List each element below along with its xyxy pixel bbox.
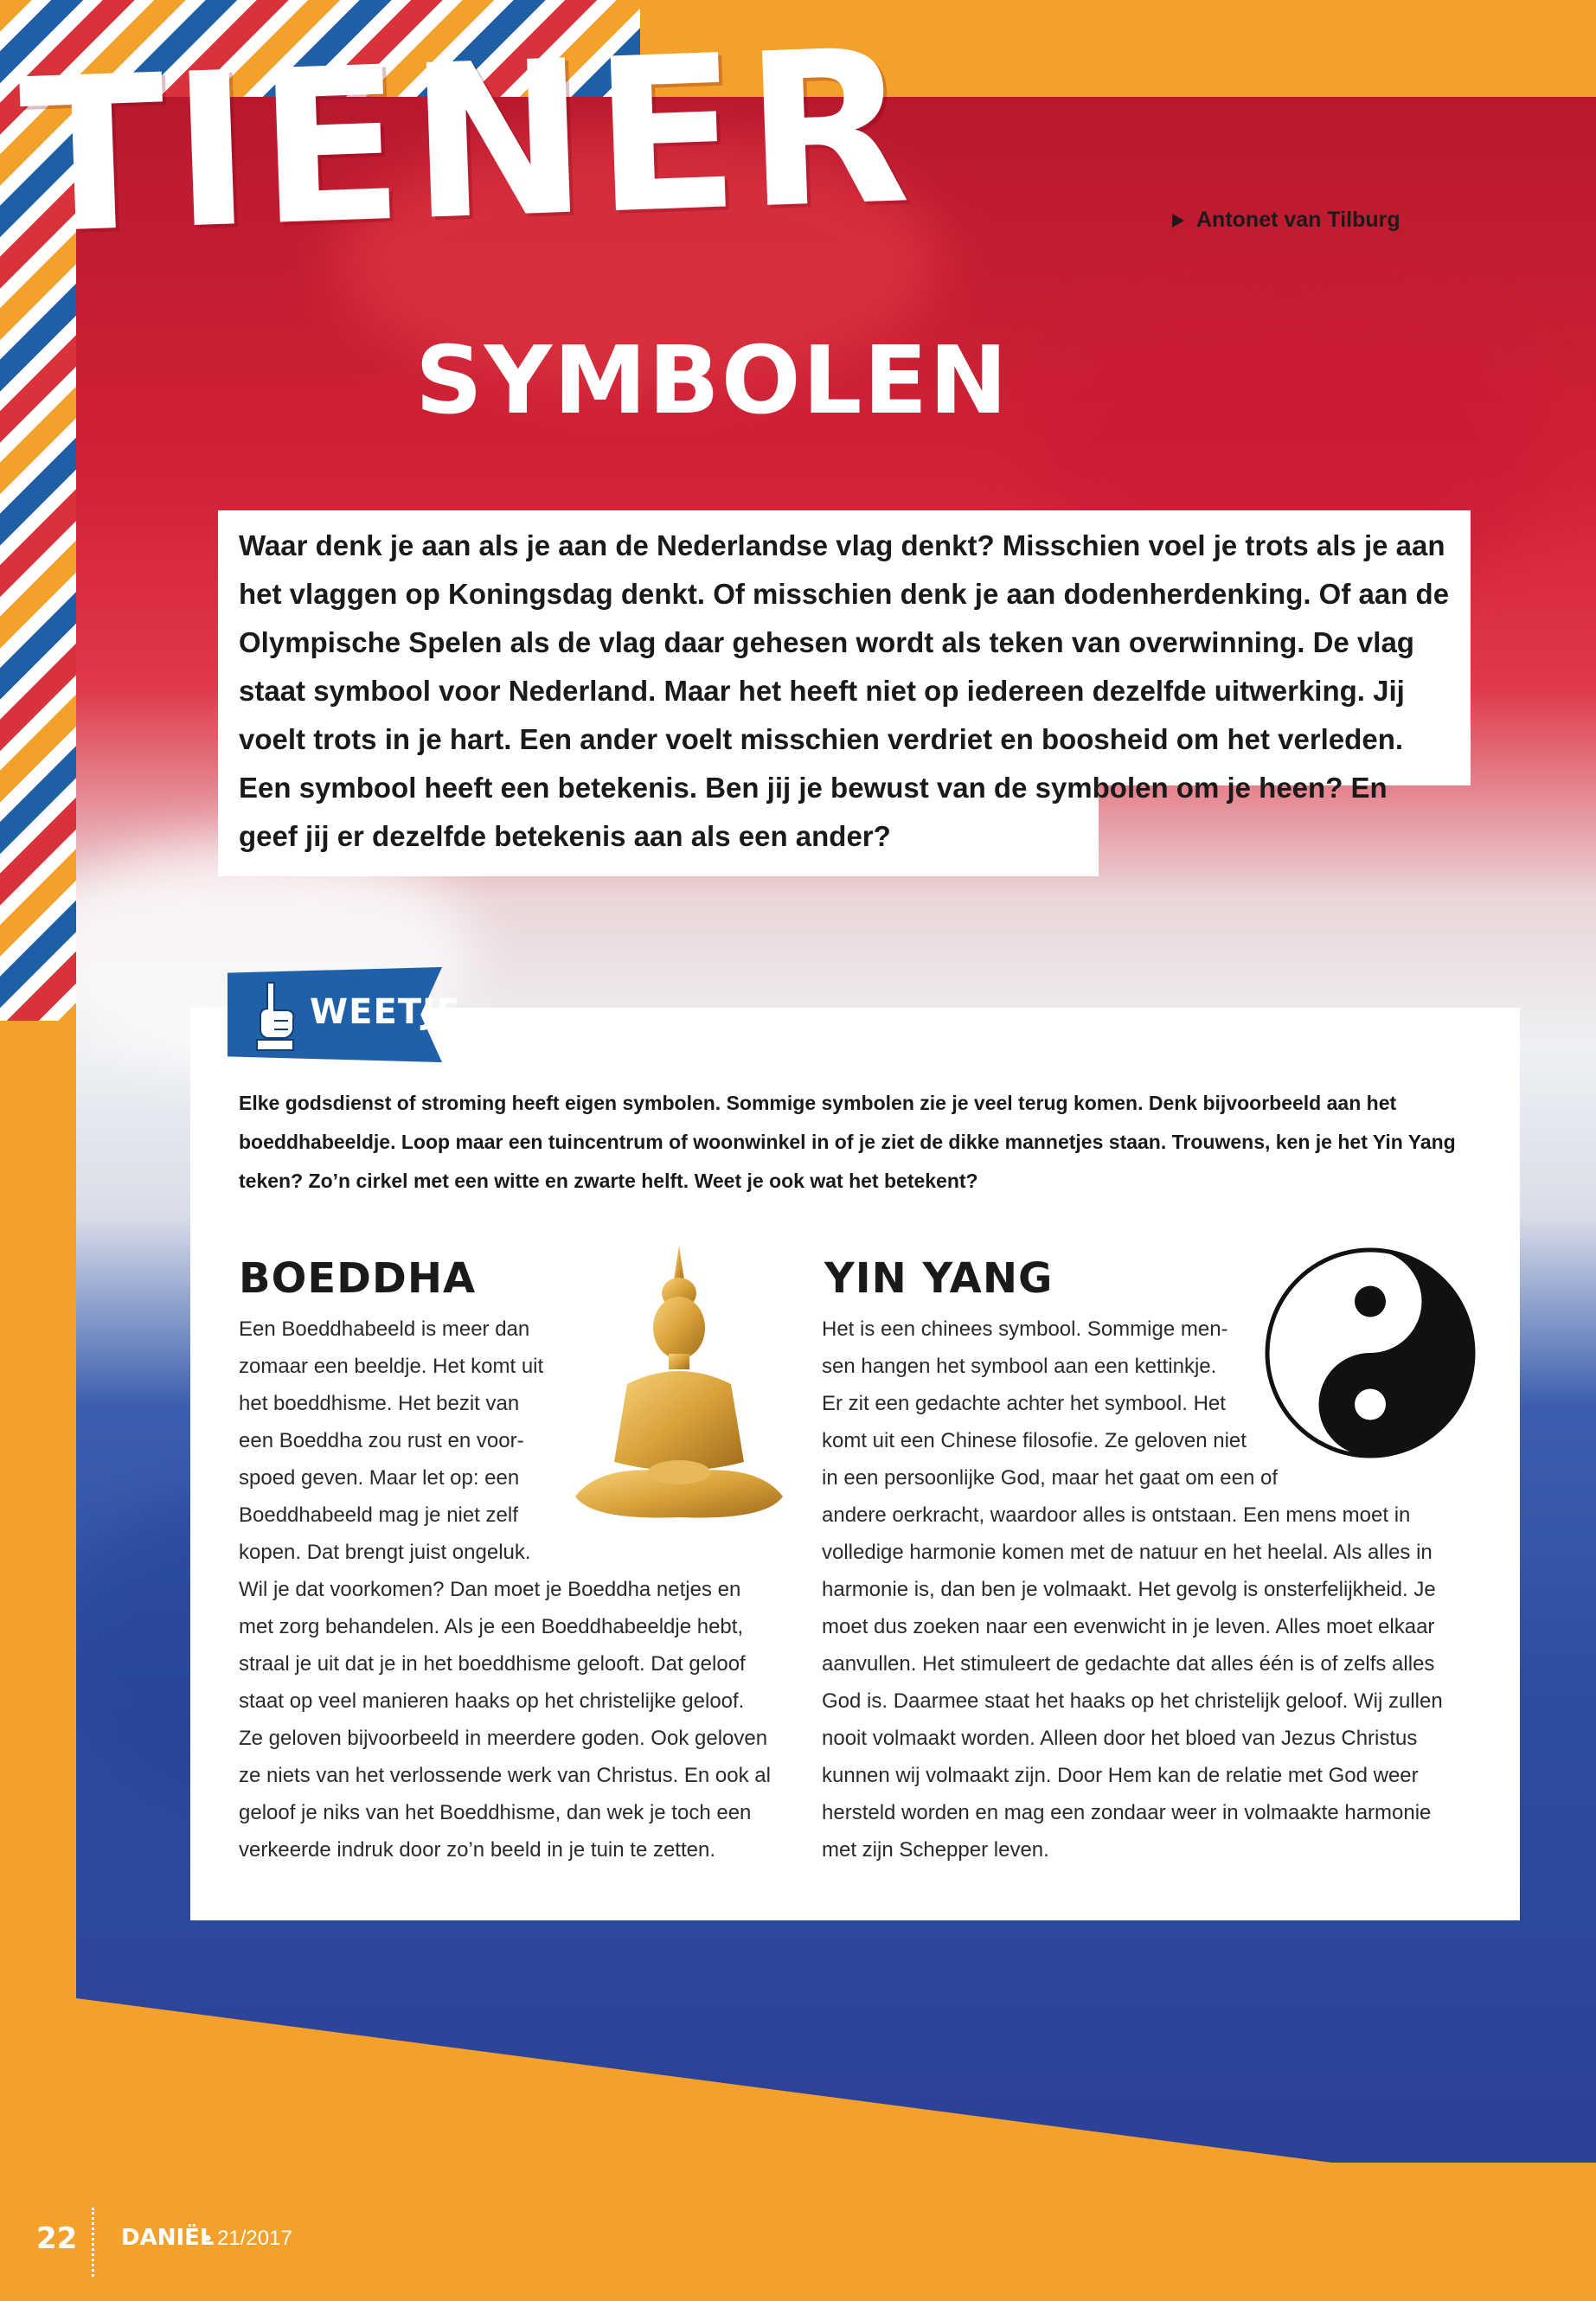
weetje-label: WEETJE — [310, 992, 461, 1032]
section-title: TIENER — [16, 3, 920, 281]
yinyang-text-line: nooit volmaakt worden. Alleen door het bloed van Jezus Christus — [822, 1727, 1418, 1750]
yinyang-text-line: Het is een chinees symbool. Sommige men- — [822, 1317, 1228, 1341]
boeddha-text-line: geloof je niks van het Boeddhisme, dan wek je toch een — [239, 1801, 752, 1824]
boeddha-heading: BOEDDHA — [239, 1254, 477, 1303]
boeddha-text-line: straal je uit dat je in het boeddhisme gelooft. Dat geloof — [239, 1652, 746, 1676]
yinyang-text-line: andere oerkracht, waardoor alles is ontstaan. Een mens moet in — [822, 1503, 1411, 1527]
boeddha-text-line: kopen. Dat brengt juist ongeluk. — [239, 1541, 531, 1564]
buddha-statue-image — [567, 1246, 792, 1540]
yinyang-text-line: kunnen wij volmaakt zijn. Door Hem kan de relatie met God weer — [822, 1764, 1419, 1787]
boeddha-text-line: een Boeddha zou rust en voor- — [239, 1429, 524, 1452]
yinyang-text-line: aanvullen. Het stimuleert de gedachte dat alles één is of zelfs alles — [822, 1652, 1435, 1676]
boeddha-text-line: Ze geloven bijvoorbeeld in meerdere goden. Ook geloven — [239, 1727, 768, 1750]
yinyang-text-line: hersteld worden en mag een zondaar weer in volmaakte harmonie — [822, 1801, 1432, 1824]
yinyang-text-line: moet dus zoeken naar een evenwicht in je leven. Alles moet elkaar — [822, 1615, 1435, 1638]
issue-number: • 21/2017 — [204, 2227, 292, 2250]
boeddha-text-line: Wil je dat voorkomen? Dan moet je Boeddha netjes en — [239, 1578, 741, 1601]
boeddha-text-line: Boeddhabeeld mag je niet zelf — [239, 1503, 518, 1527]
article-title: SYMBOLEN — [415, 327, 1010, 435]
magazine-name: DANIËL — [121, 2225, 215, 2251]
author-name: Antonet van Tilburg — [1196, 208, 1401, 232]
weetje-text: Elke godsdienst of stroming heeft eigen symbolen. Sommige symbolen zie je veel terug komen. Denk bijvoorbeeld aan het boeddhabeeldje. Loop maar een tuincentrum of woonwinkel in of je ziet de dikke mannetjes staan. Trouwens, ken je het Yin Yang teken? Zo’n cirkel met een witte en zwarte helft. Weet je ook wat het betekent? — [239, 1092, 1456, 1192]
yinyang-text-line: Er zit een gedachte achter het symbool. Het — [822, 1392, 1226, 1415]
yinyang-text-line: met zijn Schepper leven. — [822, 1838, 1049, 1862]
yinyang-text-line: in een persoonlijke God, maar het gaat om een of — [822, 1466, 1278, 1490]
boeddha-text-line: zomaar een beeldje. Het komt uit — [239, 1355, 544, 1378]
author-byline — [1172, 208, 1401, 233]
yinyang-text-line: komt uit een Chinese filosofie. Ze geloven niet — [822, 1429, 1247, 1452]
left-orange-band — [0, 1021, 76, 2301]
boeddha-text-line: met zorg behandelen. Als je een Boeddhabeeldje hebt, — [239, 1615, 744, 1638]
boeddha-text-line: Een Boeddhabeeld is meer dan — [239, 1317, 530, 1341]
yinyang-text-line: volledige harmonie komen met de natuur en het heelal. Als alles in — [822, 1541, 1433, 1564]
boeddha-text-line: ze niets van het verlossende werk van Christus. En ook al — [239, 1764, 771, 1787]
yinyang-text-line: harmonie is, dan ben je volmaakt. Het gevolg is onsterfelijkheid. Je — [822, 1578, 1436, 1601]
page-number: 22 — [36, 2221, 78, 2256]
yinyang-heading: YIN YANG — [824, 1254, 1054, 1303]
yinyang-text-line: God is. Daarmee staat het haaks op het christelijk geloof. Wij zullen — [822, 1689, 1443, 1713]
boeddha-text-line: spoed geven. Maar let op: een — [239, 1466, 520, 1490]
yinyang-text-line: sen hangen het symbool aan een kettinkje. — [822, 1355, 1217, 1378]
yin-yang-symbol-image — [1263, 1246, 1477, 1460]
boeddha-text-line: staat op veel manieren haaks op het christelijke geloof. — [239, 1689, 745, 1713]
boeddha-text-line: verkeerde indruk door zo’n beeld in je tuin te zetten. — [239, 1838, 716, 1862]
boeddha-text-line: het boeddhisme. Het bezit van — [239, 1392, 520, 1415]
pointing-hand-icon — [248, 976, 300, 1054]
intro-text: Waar denk je aan als je aan de Nederlandse vlag denkt? Misschien voel je trots als je aan het vlaggen op Koningsdag denkt. Of misschien denk je aan dodenherdenking. Of aan de Olympische Spelen als de vlag daar gehesen wordt als teken van overwinning. De vlag staat symbool voor Nederland. Maar het heeft niet op iedereen dezelfde uitwerking. Jij voelt trots in je hart. Een ander voelt misschien verdriet en boosheid om het verleden. Een symbool heeft een betekenis. Ben jij je bewust van de symbolen om je heen? En geef jij er dezelfde betekenis aan als een ander? — [239, 529, 1450, 852]
footer-divider — [92, 2208, 94, 2277]
triangle-right-icon — [1172, 214, 1184, 228]
